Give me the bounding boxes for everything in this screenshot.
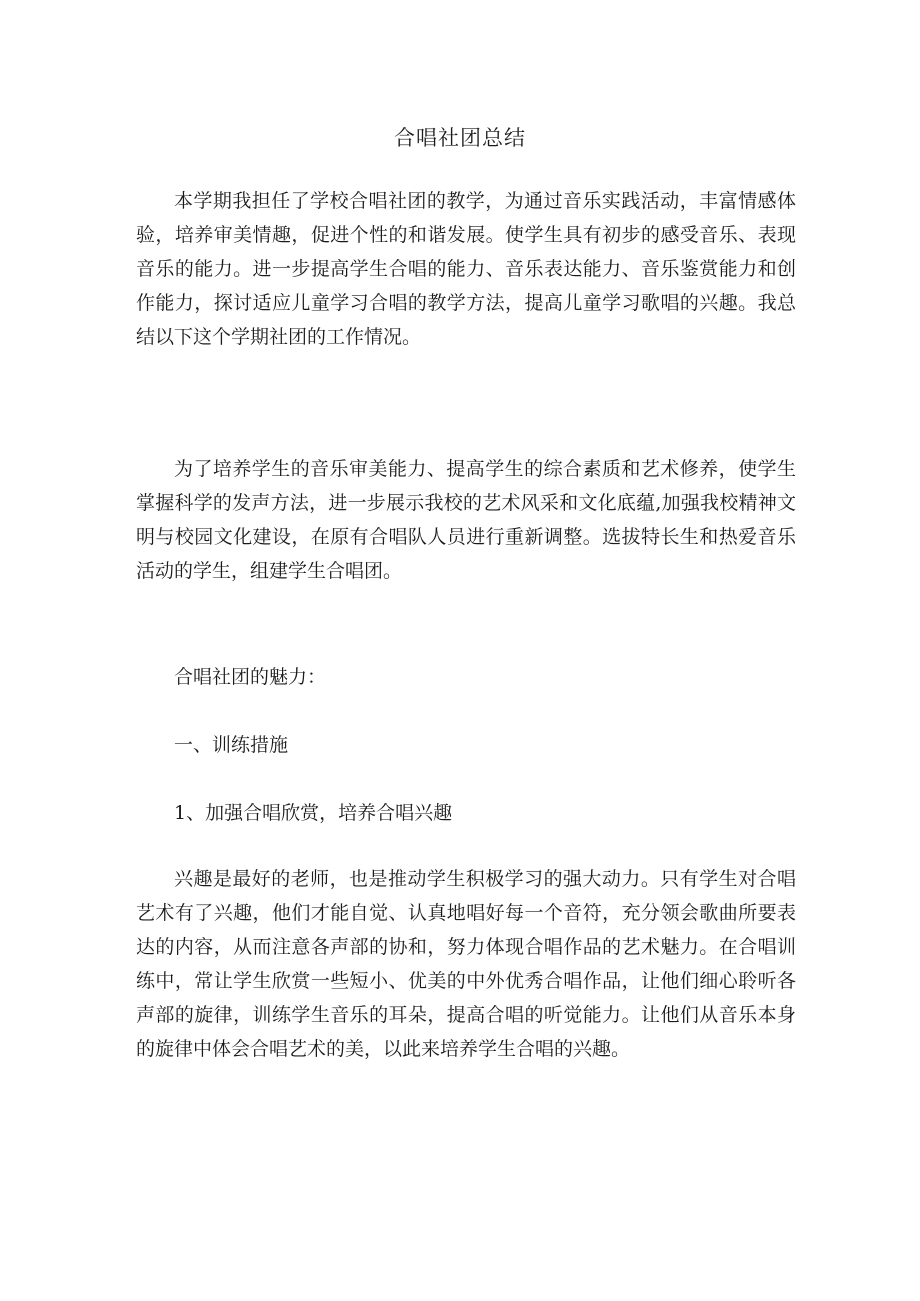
paragraph-purpose: 为了培养学生的音乐审美能力、提高学生的综合素质和艺术修养，使学生掌握科学的发声方法，进一步展示我校的艺术风采和文化底蕴,加强我校精神文明与校园文化建设，在原有合唱队人员进行重新调整。选拔特长生和热爱音乐活动的学生，组建学生合唱团。: [136, 458, 796, 582]
paragraph-charm-heading: 合唱社团的魅力：: [174, 666, 327, 688]
section-heading-training: 一、训练措施: [174, 734, 289, 756]
subsection-heading-appreciation: 1、加强合唱欣赏，培养合唱兴趣: [174, 802, 453, 824]
paragraph-interest: 兴趣是最好的老师，也是推动学生积极学习的强大动力。只有学生对合唱艺术有了兴趣，他们才能自觉、认真地唱好每一个音符，充分领会歌曲所要表达的内容，从而注意各声部的协和，努力体现合唱作品的艺术魅力。在合唱训练中，常让学生欣赏一些短小、优美的中外优秀合唱作品，让他们细心聆听各声部的旋律，训练学生音乐的耳朵，提高合唱的听觉能力。让他们从音乐本身的旋律中体会合唱艺术的美，以此来培养学生合唱的兴趣。: [136, 868, 796, 1060]
document-title: 合唱社团总结: [394, 126, 526, 150]
paragraph-intro: 本学期我担任了学校合唱社团的教学，为通过音乐实践活动，丰富情感体验，培养审美情趣，促进个性的和谐发展。使学生具有初步的感受音乐、表现音乐的能力。进一步提高学生合唱的能力、音乐表达能力、音乐鉴赏能力和创作能力，探讨适应儿童学习合唱的教学方法，提高儿童学习歌唱的兴趣。我总结以下这个学期社团的工作情况。: [136, 190, 796, 348]
